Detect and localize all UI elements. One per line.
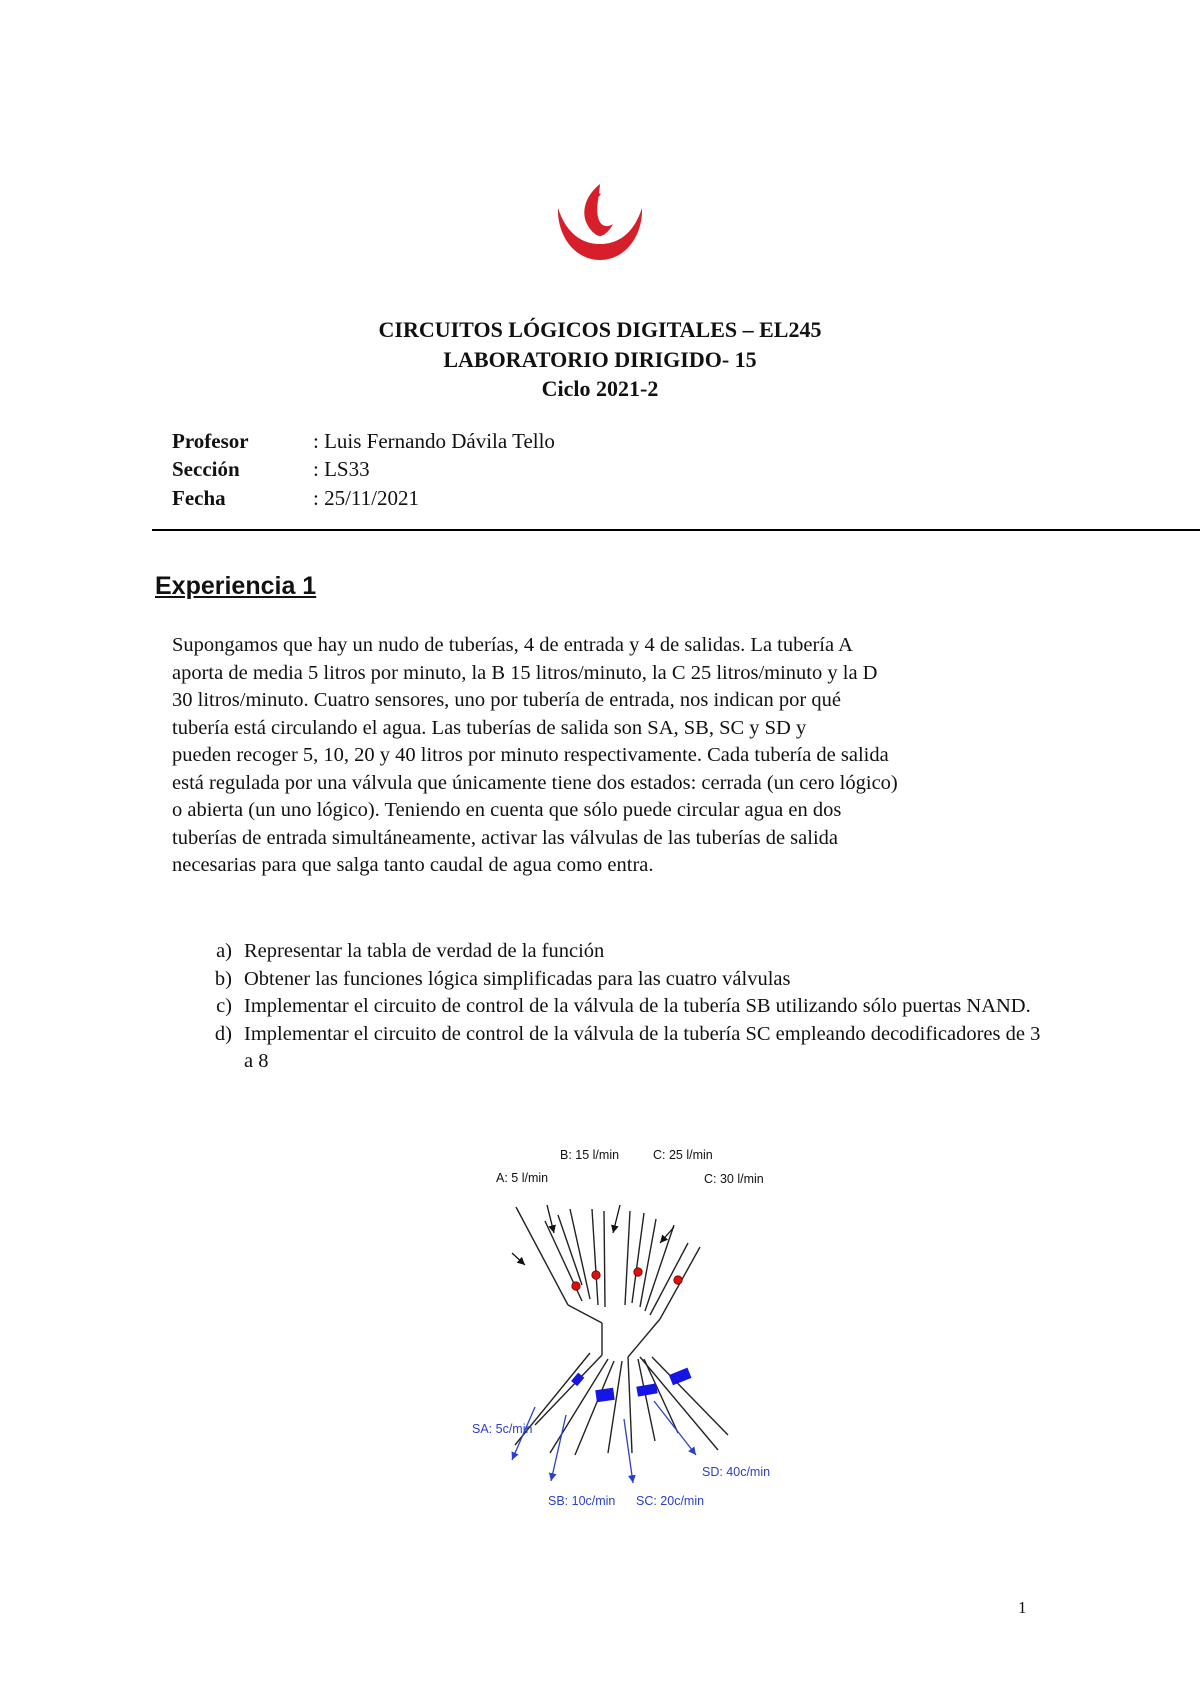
meta-key-fecha: Fecha	[172, 486, 226, 510]
paragraph-line: aporta de media 5 litros por minuto, la B 15 litros/minuto, la C 25 litros/minuto y la D	[172, 661, 878, 684]
sensor-b	[592, 1271, 600, 1279]
course-title: CIRCUITOS LÓGICOS DIGITALES – EL245	[378, 317, 822, 342]
output-arrow	[654, 1401, 696, 1455]
meta-key-profesor: Profesor	[172, 429, 249, 453]
meta-value-profesor: : Luis Fernando Dávila Tello	[313, 429, 555, 453]
task-list	[172, 938, 1052, 1076]
upc-logo	[555, 178, 645, 262]
header-divider	[152, 529, 1200, 531]
paragraph-line: Supongamos que hay un nudo de tuberías, 4 de entrada y 4 de salidas. La tubería A	[172, 634, 853, 656]
cycle-title: Ciclo 2021-2	[541, 376, 659, 401]
task-item	[172, 938, 1052, 966]
page-number: 1	[1018, 1598, 1027, 1617]
pipe-junction-diagram	[460, 1135, 790, 1515]
paragraph-line: 30 litros/minuto. Cuatro sensores, uno por tubería de entrada, nos indican por qué	[172, 689, 841, 711]
paragraph-line: tubería está circulando el agua. Las tuberías de salida son SA, SB, SC y SD y	[172, 716, 807, 739]
input-label-c: C: 25 l/min	[653, 1148, 713, 1162]
paragraph-line: o abierta (un uno lógico). Teniendo en cuenta que sólo puede circular agua en dos	[172, 799, 842, 821]
task-item	[172, 966, 1052, 994]
task-text: Representar la tabla de verdad de la función	[244, 940, 605, 962]
task-letter: b)	[214, 967, 232, 990]
sensor-d	[674, 1276, 682, 1284]
output-label-sd: SD: 40c/min	[702, 1465, 771, 1479]
pipe-lines	[515, 1207, 728, 1455]
paragraph-line: necesarias para que salga tanto caudal de agua como entra.	[172, 854, 654, 876]
task-text: Implementar el circuito de control de la válvula de la tubería SC empleando decodificadores de 3 a 8	[244, 1022, 1041, 1072]
lab-title: LABORATORIO DIRIGIDO- 15	[443, 347, 757, 372]
input-label-d: C: 30 l/min	[704, 1172, 764, 1186]
paragraph-line: está regulada por una válvula que únicamente tiene dos estados: cerrada (un cero lógico)	[172, 771, 898, 794]
task-letter: c)	[216, 995, 232, 1017]
sensor-c	[634, 1268, 642, 1276]
task-letter: a)	[216, 940, 232, 962]
problem-paragraph	[172, 632, 1032, 880]
task-item	[172, 1021, 1052, 1076]
valve-sb	[595, 1388, 614, 1402]
output-label-sa: SA: 5c/min	[472, 1422, 533, 1436]
task-item	[172, 993, 1052, 1021]
section-heading: Experiencia 1	[155, 572, 317, 600]
task-text: Implementar el circuito de control de la válvula de la tubería SB utilizando sólo puertas NAND.	[244, 995, 1031, 1017]
task-letter: d)	[214, 1022, 232, 1045]
output-label-sc: SC: 20c/min	[636, 1494, 705, 1508]
meta-value-fecha: : 25/11/2021	[313, 486, 419, 510]
valve-sc	[636, 1383, 657, 1396]
meta-value-seccion: : LS33	[313, 457, 370, 481]
output-label-sb: SB: 10c/min	[548, 1494, 616, 1508]
task-text: Obtener las funciones lógica simplificadas para las cuatro válvulas	[244, 967, 791, 990]
sensor-a	[572, 1282, 580, 1290]
valve-sd	[669, 1368, 692, 1386]
input-arrow	[512, 1253, 525, 1265]
meta-key-seccion: Sección	[172, 457, 240, 481]
paragraph-line: tuberías de entrada simultáneamente, activar las válvulas de las tuberías de salida	[172, 826, 838, 849]
input-label-a: A: 5 l/min	[496, 1171, 549, 1185]
input-arrow	[613, 1205, 620, 1233]
input-arrow	[660, 1227, 674, 1243]
paragraph-line: pueden recoger 5, 10, 20 y 40 litros por minuto respectivamente. Cada tubería de salida	[172, 744, 889, 766]
input-label-b: B: 15 l/min	[560, 1148, 620, 1162]
